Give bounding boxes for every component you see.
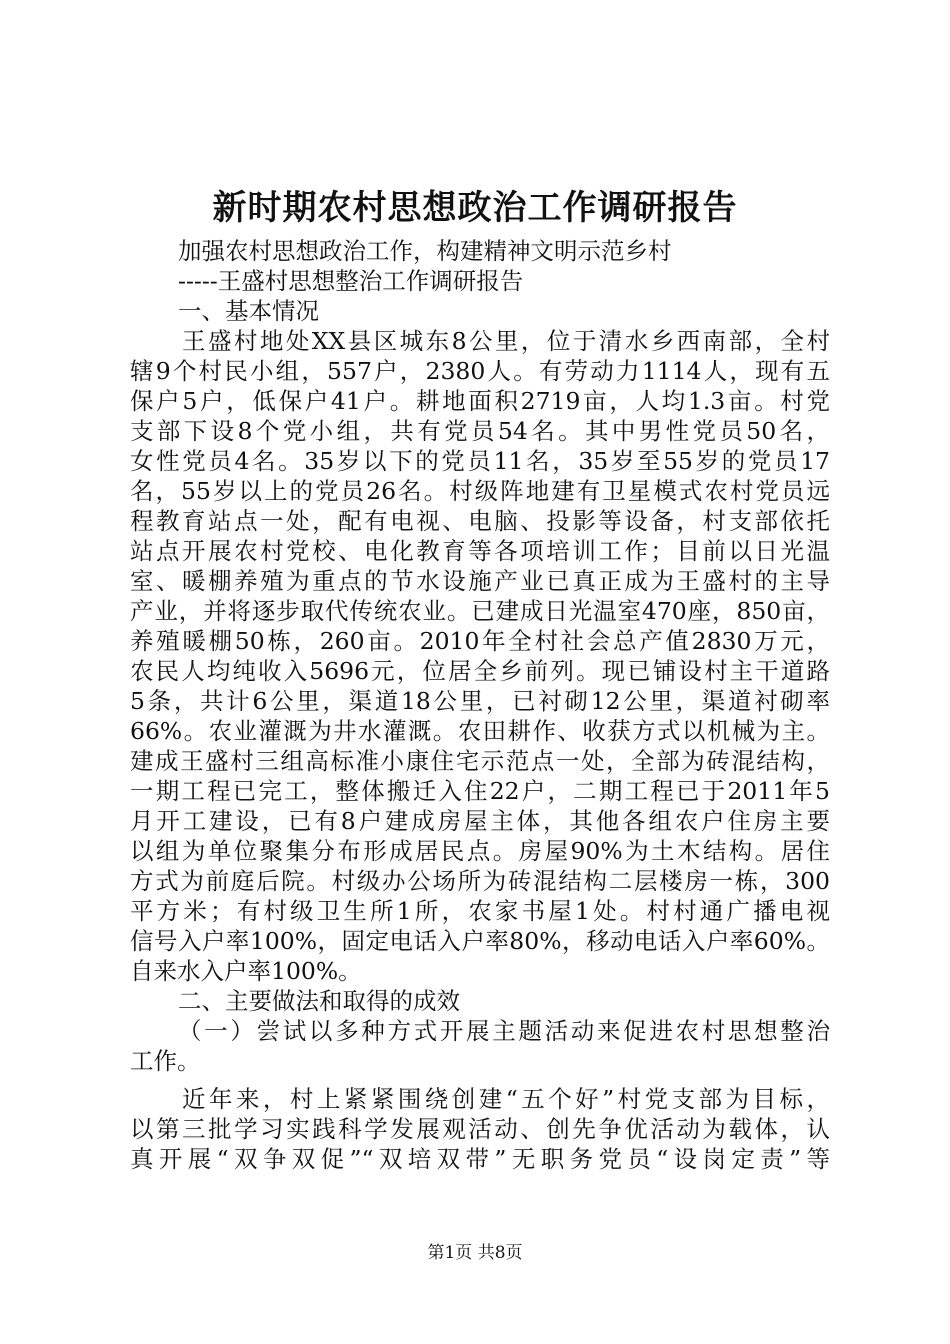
subsection-heading-one — [130, 1016, 830, 1076]
paragraph-line: 5条，共计6公里，渠道18公里，已衬砌12公里，渠道衬砌率 — [130, 687, 830, 715]
subtitle-secondary: -----王盛村思想整治工作调研报告 — [178, 267, 524, 295]
section-heading-basic-situation: 一、基本情况 — [178, 297, 319, 325]
section-heading-practices-results: 二、主要做法和取得的成效 — [178, 987, 460, 1015]
paragraph-line: 支部下设8个党小组，共有党员54名。其中男性党员50名， — [130, 417, 830, 445]
paragraph-line: 农民人均纯收入5696元，位居全乡前列。现已铺设村主干道路 — [130, 657, 830, 685]
document-body — [130, 236, 830, 1174]
paragraph-line: 程教育站点一处，配有电视、电脑、投影等设备，村支部依托 — [130, 507, 830, 535]
paragraph-line: 养殖暖棚50栋，260亩。2010年全村社会总产值2830万元， — [130, 627, 830, 655]
paragraph-recent-years — [130, 1084, 830, 1174]
paragraph-line: 信号入户率100%，固定电话入户率80%，移动电话入户率60%。 — [130, 927, 830, 955]
paragraph-line: 站点开展农村党校、电化教育等各项培训工作；目前以日光温 — [130, 537, 830, 565]
paragraph-line: 室、暖棚养殖为重点的节水设施产业已真正成为王盛村的主导 — [130, 567, 830, 595]
subsection-line: （一）尝试以多种方式开展主题活动来促进农村思想整治 — [178, 1017, 830, 1045]
paragraph-line: 66%。农业灌溉为井水灌溉。农田耕作、收获方式以机械为主。 — [130, 717, 830, 745]
paragraph-line: 月开工建设，已有8户建成房屋主体，其他各组农户住房主要 — [130, 807, 830, 835]
subtitle: 加强农村思想政治工作，构建精神文明示范乡村 — [178, 237, 672, 265]
paragraph-line: 以组为单位聚集分布形成居民点。房屋90%为土木结构。居住 — [130, 837, 830, 865]
paragraph-line: 辖9个村民小组，557户，2380人。有劳动力1114人，现有五 — [130, 357, 830, 385]
paragraph-line: 保户5户，低保户41户。耕地面积2719亩，人均1.3亩。村党 — [130, 387, 830, 415]
paragraph-line: 产业，并将逐步取代传统农业。已建成日光温室470座，850亩， — [130, 597, 830, 625]
paragraph-line: 女性党员4名。35岁以下的党员11名，35岁至55岁的党员17 — [130, 447, 830, 475]
paragraph-basic-situation — [130, 326, 830, 986]
paragraph-spacer — [130, 1076, 830, 1084]
page-footer: 第1页 共8页 — [427, 1243, 523, 1263]
paragraph-line: 平方米；有村级卫生所1所，农家书屋1处。村村通广播电视 — [130, 897, 830, 925]
subsection-line: 工作。 — [130, 1047, 201, 1075]
paragraph-line: 方式为前庭后院。村级办公场所为砖混结构二层楼房一栋，300 — [130, 867, 830, 895]
paragraph-line: 自来水入户率100%。 — [130, 957, 362, 985]
paragraph-line: 以第三批学习实践科学发展观活动、创先争优活动为载体，认 — [130, 1115, 830, 1143]
paragraph-line: 王盛村地处XX县区城东8公里，位于清水乡西南部，全村 — [182, 327, 830, 355]
paragraph-line: 真开展“双争双促”“双培双带”无职务党员“设岗定责”等 — [130, 1145, 830, 1173]
paragraph-line: 近年来，村上紧紧围绕创建“五个好”村党支部为目标， — [182, 1085, 830, 1113]
paragraph-line: 一期工程已完工，整体搬迁入住22户，二期工程已于2011年5 — [130, 777, 830, 805]
paragraph-line: 名，55岁以上的党员26名。村级阵地建有卫星模式农村党员远 — [130, 477, 830, 505]
document-title: 新时期农村思想政治工作调研报告 — [212, 188, 738, 228]
paragraph-line: 建成王盛村三组高标准小康住宅示范点一处，全部为砖混结构， — [130, 747, 830, 775]
